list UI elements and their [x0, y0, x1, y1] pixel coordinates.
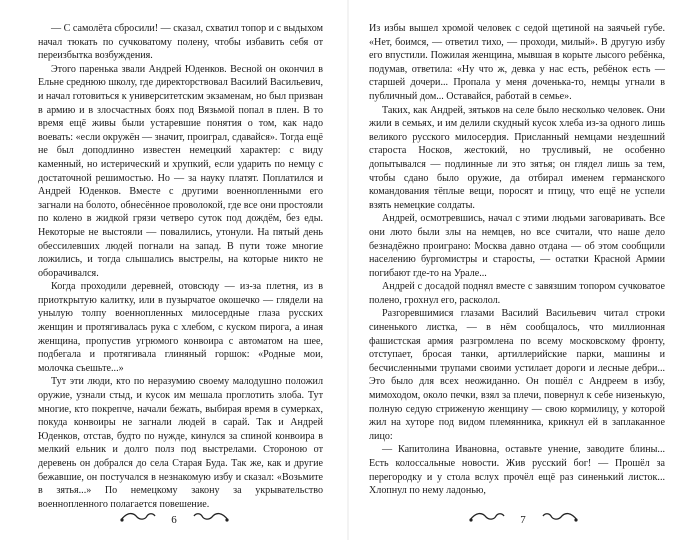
paragraph: Из избы вышел хромой человек с седой щетиной на заячьей губе. «Нет, боимся, — ответил тихо, — проходи, милый». В другую избу его впустили. Пожилая женщина, мывшая в корыте лысого ребёнка, подумав, ответила: «Ну что ж, девка у нас есть, ребёнок есть — старшей дочери... Пропала у меня доченька-то, немцы угнали в публичный дом... Оставайся, работай в семье».: [369, 23, 665, 102]
flourish-right-icon: [539, 510, 579, 529]
page-number: 7: [520, 513, 526, 526]
paragraph: Андрей, осмотревшись, начал с этими людьми заговаривать. Все они люто были злы на немцев, но все считали, что наше дело безнадёжно проиграно: Москва давно отдана — об этом сообщили населению бургомистры и старосты, — остатки Красной Армии погибают где-то на Урале...: [369, 213, 665, 279]
page-number-footer: [349, 510, 697, 529]
paragraph: Когда проходили деревней, отовсюду — из-за плетня, из в приоткрытую калитку, или в пузырчатое окошечко — глядели на унылую толпу военнопленных милосердные глаза русских женщин и протягивалась рука с хлебом, с куском пирога, а иная женщина, пропустив угрюмого конвоира с автоматом на шее, подбегала и протягивала глиняный горшок: «Родные мои, молочка съешьте...»: [38, 281, 323, 374]
page-right: [349, 0, 697, 540]
flourish-left-icon: [468, 510, 508, 529]
body-text: [38, 22, 323, 511]
paragraph: Этого паренька звали Андрей Юденков. Весной он окончил в Ельне среднюю школу, где директорствовал Василий Васильевич, и начал готовиться к университетским экзаменам, но был призван в армию и в злосчастных боях под Вязьмой попал в плен. В то время ещё живы были устаревшие понятия о том, как надо воевать: «если окружён — значит, проиграл, сдавайся». Тогда ещё не был доподлинно известен немецкий характер: с виду каменный, но истерический и хрупкий, если ударить по немцу с достаточной решимостью. Но — за науку платят. Поплатился и Андрей Юденков. Вместе с другими военнопленными его загнали на болото, обнесённое проволокой, где все они простояли по колено в жидкой грязи четверо суток под дождём, без еды. Некоторые не выстояли — повалились, утонули. На пятый день обессилевших людей погнали на запад. В пути тоже многие ложились, и тогда слышались выстрелы, на которые никто не оборачивался.: [38, 63, 323, 279]
page-number: 6: [171, 513, 177, 526]
paragraph: Тут эти люди, кто по неразумию своему малодушно положил оружие, узнали стыд, и кусок им мешала проглотить злоба. Тут многие, кто покрепче, начали бежать, выбирая время в сумерках, покуда конвоиры не загнали людей в сарай. Так и Андрей Юденков, отстав, будто по нужде, кинулся за спиной конвоира в мелкий ельник и долго полз под выстрелами. Стороною от деревень он добрался до села Старая Буда. Так же, как и другие бежавшие, он постучался в незнакомую избу и сказал: «Возьмите в зятья...» По немецкому закону за укрывательство военнопленного полагается повешение.: [38, 376, 323, 510]
flourish-right-icon: [190, 510, 230, 529]
body-text: [369, 22, 665, 498]
paragraph: Таких, как Андрей, зятьков на селе было несколько человек. Они жили в семьях, и им делили скудный кусок хлеба из-за одного лишь великого русского милосердия. Присланный немцами нездешний староста Носков, жестокий, но трусливый, не особенно допытывался — подлинные ли это зятья; он глядел лишь за тем, чтобы сдано было оружие, да отбирал именем германского командования тёплые вещи, поросят и птицу, что ещё не успели взять немецкие солдаты.: [369, 104, 665, 211]
paragraph: Разгоревшимися глазами Василий Васильевич читал строки синенького листка, — в нём сообщалось, что миллионная фашистская армия разгромлена по всему московскому фронту, отступает, бросая танки, артиллерийские парки, машины и бесчисленными трупами своими устилает дороги и лесные дебри... Это было для всех неожиданно. Он пошёл с Андреем в избу, мимоходом, около печки, взял за плечи, повернул к себе низенькую, полную седую стриженую женщину — свою кормилицу, у которой жил на хуторе под видом племянника, крикнул ей в заплаканное лицо:: [369, 308, 665, 442]
paragraph: — Капитолина Ивановна, оставьте унение, заводите блины... Есть колоссальные новости. Жив русский бог! — Прошёл за перегородку и у стола вслух прочёл ещё раз синенький листок... Хлопнул по нему ладонью,: [369, 444, 665, 497]
page-left: [0, 0, 348, 540]
paragraph: — С самолёта сбросили! — сказал, схватил топор и с выдыхом начал тюкать по сучковатому полену, чтобы избавить себя от переизбытка возбуждения.: [38, 23, 323, 62]
page-number-footer: [0, 510, 348, 529]
flourish-left-icon: [119, 510, 159, 529]
paragraph: Андрей с досадой поднял вместе с завязшим топором сучковатое полено, грохнул его, расколол.: [369, 281, 665, 306]
